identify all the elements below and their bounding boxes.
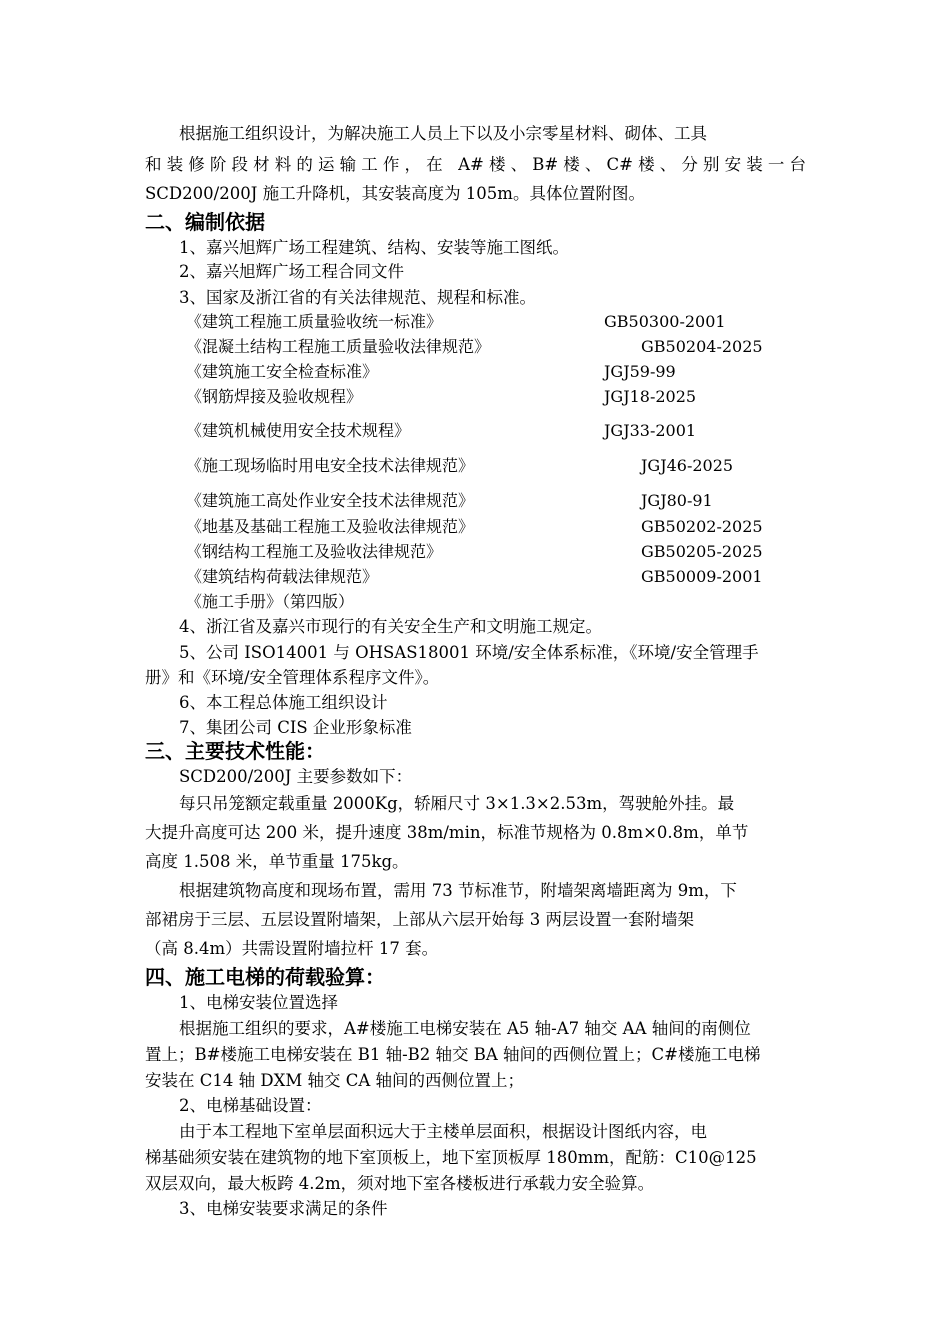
load-line-2: 根据施工组织的要求，A#楼施工电梯安装在 A5 轴-A7 轴交 AA 轴间的南侧位 xyxy=(179,1019,751,1038)
basis-item-5-cont: 册》和《环境/安全管理体系程序文件》。 xyxy=(145,668,440,687)
standard-code: GB50300-2001 xyxy=(604,312,726,331)
standard-title: 《建筑工程施工质量验收统一标准》 xyxy=(186,312,443,331)
load-line-8: 双层双向，最大板跨 4.2m，须对地下室各楼板进行承载力安全验算。 xyxy=(145,1174,655,1193)
tech-line-5: 根据建筑物高度和现场布置，需用 73 节标准节，附墙架离墙距离为 9m，下 xyxy=(179,881,737,900)
standard-title: 《施工手册》（第四版） xyxy=(186,592,355,611)
standard-code: JGJ80-91 xyxy=(641,491,713,510)
load-line-7: 梯基础须安装在建筑物的地下室顶板上，地下室顶板厚 180mm，配筋：C10@125 xyxy=(145,1148,757,1167)
basis-item-5: 5、公司 ISO14001 与 OHSAS18001 环境/安全体系标准，《环境/安全管理手 xyxy=(179,643,759,662)
tech-line-7: （高 8.4m）共需设置附墙拉杆 17 套。 xyxy=(145,939,439,958)
standard-code: JGJ18-2025 xyxy=(604,387,697,406)
standard-title: 《建筑结构荷载法律规范》 xyxy=(186,567,379,586)
load-line-1: 1、电梯安装位置选择 xyxy=(179,993,338,1012)
basis-item-3: 3、国家及浙江省的有关法律规范、规程和标准。 xyxy=(179,288,536,307)
load-line-3: 置上；B#楼施工电梯安装在 B1 轴-B2 轴交 BA 轴间的西侧位置上；C#楼施工电梯 xyxy=(145,1045,761,1064)
standard-code: GB50205-2025 xyxy=(641,542,763,561)
basis-item-1: 1、嘉兴旭辉广场工程建筑、结构、安装等施工图纸。 xyxy=(179,238,569,257)
tech-line-6: 部裙房于三层、五层设置附墙架，上部从六层开始每 3 两层设置一套附墙架 xyxy=(145,910,694,929)
standard-code: JGJ46-2025 xyxy=(641,456,734,475)
load-line-5: 2、电梯基础设置： xyxy=(179,1096,322,1115)
standard-title: 《建筑施工安全检查标准》 xyxy=(186,362,379,381)
standard-code: GB50009-2001 xyxy=(641,567,763,586)
tech-line-3: 大提升高度可达 200 米，提升速度 38m/min，标准节规格为 0.8m×0.8m，单节 xyxy=(145,823,749,842)
load-line-4: 安装在 C14 轴 DXM 轴交 CA 轴间的西侧位置上； xyxy=(145,1071,525,1090)
tech-line-2: 每只吊笼额定载重量 2000Kg，轿厢尺寸 3×1.3×2.53m，驾驶舱外挂。最 xyxy=(179,794,735,813)
intro-line-1: 根据施工组织设计，为解决施工人员上下以及小宗零星材料、砌体、工具 xyxy=(179,124,707,143)
load-line-9: 3、电梯安装要求满足的条件 xyxy=(179,1199,388,1218)
basis-item-4: 4、浙江省及嘉兴市现行的有关安全生产和文明施工规定。 xyxy=(179,617,602,636)
standard-code: JGJ59-99 xyxy=(604,362,676,381)
standard-title: 《建筑施工高处作业安全技术法律规范》 xyxy=(186,491,475,510)
standard-code: GB50204-2025 xyxy=(641,337,763,356)
section-2-heading: 二、编制依据 xyxy=(145,210,265,234)
basis-item-2: 2、嘉兴旭辉广场工程合同文件 xyxy=(179,262,404,281)
standard-title: 《地基及基础工程施工及验收法律规范》 xyxy=(186,517,475,536)
standard-title: 《钢结构工程施工及验收法律规范》 xyxy=(186,542,443,561)
section-4-heading: 四、施工电梯的荷载验算： xyxy=(145,965,385,989)
intro-line-3: SCD200/200J 施工升降机，其安装高度为 105m。具体位置附图。 xyxy=(145,184,645,203)
standard-title: 《施工现场临时用电安全技术法律规范》 xyxy=(186,456,475,475)
intro-line-2: 和装修阶段材料的运输工作，在 A#楼、B#楼、C#楼、分别安装一台 xyxy=(145,155,806,174)
basis-item-7: 7、集团公司 CIS 企业形象标准 xyxy=(179,718,412,737)
basis-item-6: 6、本工程总体施工组织设计 xyxy=(179,693,388,712)
standard-title: 《建筑机械使用安全技术规程》 xyxy=(186,421,411,440)
standard-title: 《钢筋焊接及验收规程》 xyxy=(186,387,363,406)
tech-line-1: SCD200/200J 主要参数如下： xyxy=(179,767,413,786)
standard-title: 《混凝土结构工程施工质量验收法律规范》 xyxy=(186,337,491,356)
section-3-heading: 三、主要技术性能： xyxy=(145,739,325,763)
load-line-6: 由于本工程地下室单层面积远大于主楼单层面积，根据设计图纸内容，电 xyxy=(179,1122,707,1141)
standard-code: GB50202-2025 xyxy=(641,517,763,536)
tech-line-4: 高度 1.508 米，单节重量 175kg。 xyxy=(145,852,409,871)
standard-code: JGJ33-2001 xyxy=(604,421,697,440)
